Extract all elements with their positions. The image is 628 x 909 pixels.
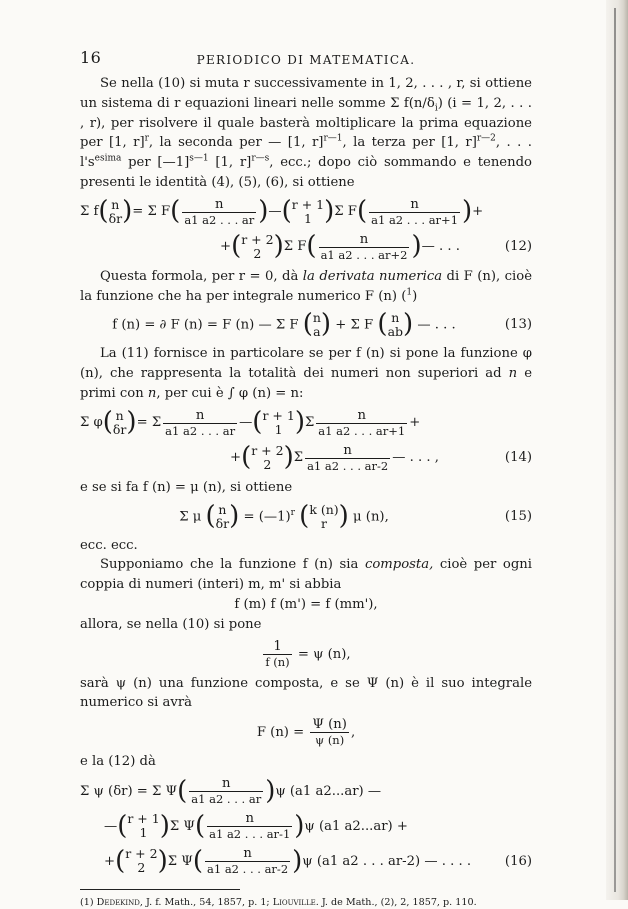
eq12-lhs: Σ f: [80, 204, 99, 220]
footnote-ref-2: . J. de Math., (2), 2, 1857, p. 110.: [315, 896, 477, 908]
eq16-binom-r1: r + 1 1: [127, 811, 160, 841]
eq12-sumF-2: Σ F: [283, 239, 307, 255]
p1-sup-rs: r—s: [251, 153, 270, 164]
paragraph-8: sarà ψ (n) una funzione composta, e se Ψ (n) è il suo integrale numerico si avrà: [80, 675, 532, 711]
eq12-frac-r1: $\frac{n}{a1 a2 . . . ar+1}$: [371, 196, 459, 227]
page-number: 16: [80, 48, 102, 67]
eq14-sum-1: Σ: [304, 415, 315, 431]
eq13-lhs: f (n) = ∂ F (n) = F (n) — Σ F: [112, 317, 299, 333]
equation-psi-def: [80, 639, 532, 670]
eq12-frac-r2: $\frac{n}{a1 a2 . . . ar+2}$: [320, 231, 408, 262]
eq14-minus: —: [239, 415, 253, 431]
p6-text-a: Supponiamo che la funzione f (n) sia: [100, 557, 365, 573]
eq12-minus: —: [268, 204, 282, 220]
eq13-binom-ab: n ab: [387, 310, 404, 340]
p2-italic: la derivata numerica: [302, 268, 443, 284]
p1-text-d: , la terza per [1, r]: [342, 135, 477, 151]
eq12-binom-r1: r + 1 1: [291, 197, 325, 227]
p3-n-1: n: [508, 366, 518, 382]
equation-16-line-2: — ( r + 1 1 ) Σ Ψ ( $\frac{n}{a1 a2 . . . ar-1}$ ) ψ (a1 a2...ar) +: [104, 810, 408, 841]
p3-text-d: per cui è ∫ φ (n) = n:: [160, 385, 304, 401]
eq13-dots: — . . .: [417, 317, 456, 333]
eq13-plus: + Σ F: [335, 317, 374, 333]
equation-number-15: (15): [504, 508, 532, 524]
eq14-plus: +: [409, 415, 421, 431]
eq16-minus: —: [104, 818, 118, 834]
footnote-mark: (1): [80, 896, 94, 908]
equation-16-line-1: Σ ψ (δr) = Σ Ψ ( $\frac{n}{a1 a2 . . . ar}$ ) ψ (a1 a2...ar) —: [80, 775, 382, 806]
eq14-mid: = Σ: [136, 415, 162, 431]
p2-text-a: Questa formola, per r = 0, dà: [100, 268, 303, 284]
eq12-frac-r: $\frac{n}{a1 a2 . . . ar}$: [184, 196, 255, 227]
running-head: [80, 48, 532, 74]
eq12-binom-n: n δr: [108, 197, 123, 227]
eq16-t2: ψ (a1 a2...ar) +: [304, 818, 408, 834]
equation-number-14: (14): [504, 450, 532, 466]
p1-text-g: [1, r]: [208, 155, 252, 171]
p6-italic: composta,: [364, 557, 434, 573]
eq14-binom-r1: r + 1 1: [262, 408, 295, 438]
p1-text-e: , . . . l': [80, 135, 532, 171]
eq16-sumPsi-1: Σ Ψ: [169, 818, 195, 834]
page-edge: [606, 0, 628, 900]
eq14-plus-2: +: [230, 450, 242, 466]
eq15-binom-n: n δr: [215, 501, 230, 531]
eq15-sup: r: [290, 507, 295, 518]
footnote: [80, 896, 532, 909]
journal-title: PERIODICO DI MATEMATICA.: [196, 53, 416, 67]
eq16-binom-r2: r + 2 2: [125, 846, 158, 876]
p1-text-h: , ecc.; dopo ciò sommando e tenendo presenti le identità (4), (5), (6), si ottiene: [80, 155, 532, 190]
paragraph-2: [80, 267, 532, 307]
footnote-ref: 1: [406, 287, 413, 298]
eq12-plus: +: [472, 204, 484, 220]
equation-14-line-2: + ( r + 2 2 ) Σ $\frac{n}{a1 a2 . . . ar-2}$ — . . . , (14): [230, 442, 532, 473]
equation-13: f (n) = ∂ F (n) = F (n) — Σ F ( n a ) + Σ F ( n ab ) — . . . (13): [112, 309, 532, 340]
footnote-ref-1: , J. f. Math., 54, 1857, p. 1;: [139, 896, 273, 908]
p1-sup-r1: r—1: [323, 134, 343, 144]
eq-F-lhs: F (n) =: [256, 725, 305, 741]
p1-text-c: , la seconda per — [1, r]: [148, 135, 324, 151]
p3-text-c: e primi con: [80, 366, 532, 401]
p3-text-a: La (11) fornisce in particolare se per f (n) si pone la funzione φ (n), che rappresenta la totalità dei numeri non superiori ad: [80, 346, 532, 382]
eq16-frac-r1: $\frac{n}{a1 a2 . . . ar-1}$: [209, 810, 291, 841]
eq13-binom-a: n a: [312, 310, 321, 340]
eq15-binom-k: k (n) r: [309, 501, 339, 531]
equation-F-psi: [80, 717, 532, 748]
p2-text-e: ): [412, 288, 418, 304]
eq14-lhs: Σ φ: [80, 415, 103, 431]
footnote-author-2: Liouville: [272, 896, 316, 908]
equation-number-16: (16): [504, 853, 532, 869]
footnote-author-1: Dedekind: [96, 896, 140, 908]
page-content: [80, 48, 532, 909]
footnote-rule: [80, 889, 240, 890]
eq15-mu: μ (n),: [353, 509, 389, 525]
paragraph-4: e se si fa f (n) = μ (n), si ottiene: [80, 479, 293, 495]
paragraph-6: [80, 555, 532, 595]
eq16-sumPsi-2: Σ Ψ: [167, 853, 193, 869]
p6-text-c: cioè per ogni coppia di numeri (interi) m, m' si abbia: [80, 557, 532, 593]
equation-12-line-2: + ( r + 2 2 ) Σ F ( $\frac{n}{a1 a2 . . . ar+2}$ ) — . . . (12): [220, 231, 532, 262]
paragraph-9: e la (12) dà: [80, 754, 156, 770]
eq-F-comma: ,: [350, 725, 356, 741]
eq12-sumF-1: Σ F: [334, 204, 357, 220]
binding-line: [614, 8, 616, 892]
equation-number-12: (12): [504, 239, 532, 255]
eq12-plus-2: +: [220, 239, 232, 255]
eq-F-frac: $\frac{\Psi (n)}{\psi (n)}$: [312, 717, 347, 748]
p3-n-2: n: [147, 385, 157, 401]
paragraph-3: La (11) fornisce in particolare se per f (n) si pone la funzione φ (n), che rappresenta la totalità dei numeri non superiori ad n e primi con n, per cui è ∫ φ (n) = n:: [80, 346, 532, 401]
eq-psi-frac: $\frac{1}{f (n)}$: [265, 638, 290, 669]
paragraph-5: ecc. ecc.: [80, 537, 138, 553]
p1-esima: esima: [94, 153, 122, 164]
equation-composite: f (m) f (m') = f (mm'),: [234, 596, 378, 612]
paragraph-7: allora, se nella (10) si pone: [80, 616, 262, 632]
eq12-binom-r2: r + 2 2: [241, 232, 274, 262]
eq14-binom-r2: r + 2 2: [251, 443, 284, 473]
eq16-plus: +: [104, 853, 116, 869]
eq-psi-rhs: = ψ (n),: [297, 646, 351, 662]
p1-text-a: Se nella (10) si muta r successivamente in 1, 2, . . . , r, si ottiene un sistema di r equazioni lineari nelle somme Σ f(n/δ: [80, 76, 532, 111]
p1-sup-s1: s—1: [189, 153, 209, 164]
eq16-frac-r: $\frac{n}{a1 a2 . . . ar}$: [191, 775, 262, 806]
eq15-lhs: Σ μ: [179, 509, 202, 525]
equation-number-13: (13): [504, 317, 532, 333]
equation-15: Σ μ ( n δr ) = (—1)$^r$ ( k (n) r ) μ (n), (15): [179, 500, 532, 531]
eq15-rhs: = (—1): [243, 509, 291, 525]
equation-12-line-1: Σ f ( n δr ) = Σ F ( $\frac{n}{a1 a2 . . . ar}$ ) — ( r + 1 1 ) Σ F ( $\frac{n}{a1 a2 . . . ar+1}$ ) +: [80, 196, 484, 227]
eq16-t3: ψ (a1 a2 . . . ar-2) — . . . .: [302, 853, 472, 869]
eq14-frac-r1: $\frac{n}{a1 a2 . . . ar+1}$: [318, 407, 406, 438]
p1-sup-r: r: [144, 134, 149, 144]
p1-text-f: per [—1]: [121, 155, 190, 171]
p1-text-b: ) (i = 1, 2, . . . , r), per risolvere il quale basterà moltiplicare la prima equazione per [1, r]: [80, 95, 532, 151]
p1-sup-r2: r—2: [476, 134, 496, 144]
eq12-dots: — . . .: [421, 239, 460, 255]
eq12-mid: = Σ F: [132, 204, 171, 220]
eq14-sum-2: Σ: [293, 450, 304, 466]
paragraph-1: Se nella (10) si muta r successivamente in 1, 2, . . . , r, si ottiene un sistema di r equazioni lineari nelle somme Σ $f(n/\delta_i) (i = 1$, 2, . . . , r), per risolvere il quale basterà moltiplicare la prima equazione per [1, r]$^r$, la seconda per — [1, r]$^{r—1}$, la terza per [1, r]$^{r—2}$, . . . $l's^{esima}$ per [—1]$^{s—1}$ [1, r]$^{r—s}$, ecc.; dopo ciò sommando e tenendo presenti le identità (4), (5), (6), si ottiene: [80, 76, 532, 190]
equation-14-line-1: Σ φ ( n δr ) = Σ $\frac{n}{a1 a2 . . . ar}$ — ( r + 1 1 ) Σ $\frac{n}{a1 a2 . . . ar+1}$ +: [80, 407, 421, 438]
eq16-lhs: Σ ψ (δr) = Σ Ψ: [80, 783, 178, 799]
eq14-binom-n: n δr: [112, 408, 127, 438]
p1-s: s: [87, 155, 95, 171]
equation-16-line-3: + ( r + 2 2 ) Σ Ψ ( $\frac{n}{a1 a2 . . . ar-2}$ ) ψ (a1 a2 . . . ar-2) — . . . . (16): [104, 845, 532, 876]
eq14-dots: — . . . ,: [392, 450, 439, 466]
p2-text-c: di F (n), cioè la funzione che ha per integrale numerico F (n) (: [80, 268, 532, 304]
eq14-frac-r2: $\frac{n}{a1 a2 . . . ar-2}$: [307, 442, 389, 473]
eq16-t1: ψ (a1 a2...ar) —: [275, 783, 382, 799]
eq14-frac-r: $\frac{n}{a1 a2 . . . ar}$: [165, 407, 236, 438]
eq16-frac-r2: $\frac{n}{a1 a2 . . . ar-2}$: [206, 845, 289, 876]
